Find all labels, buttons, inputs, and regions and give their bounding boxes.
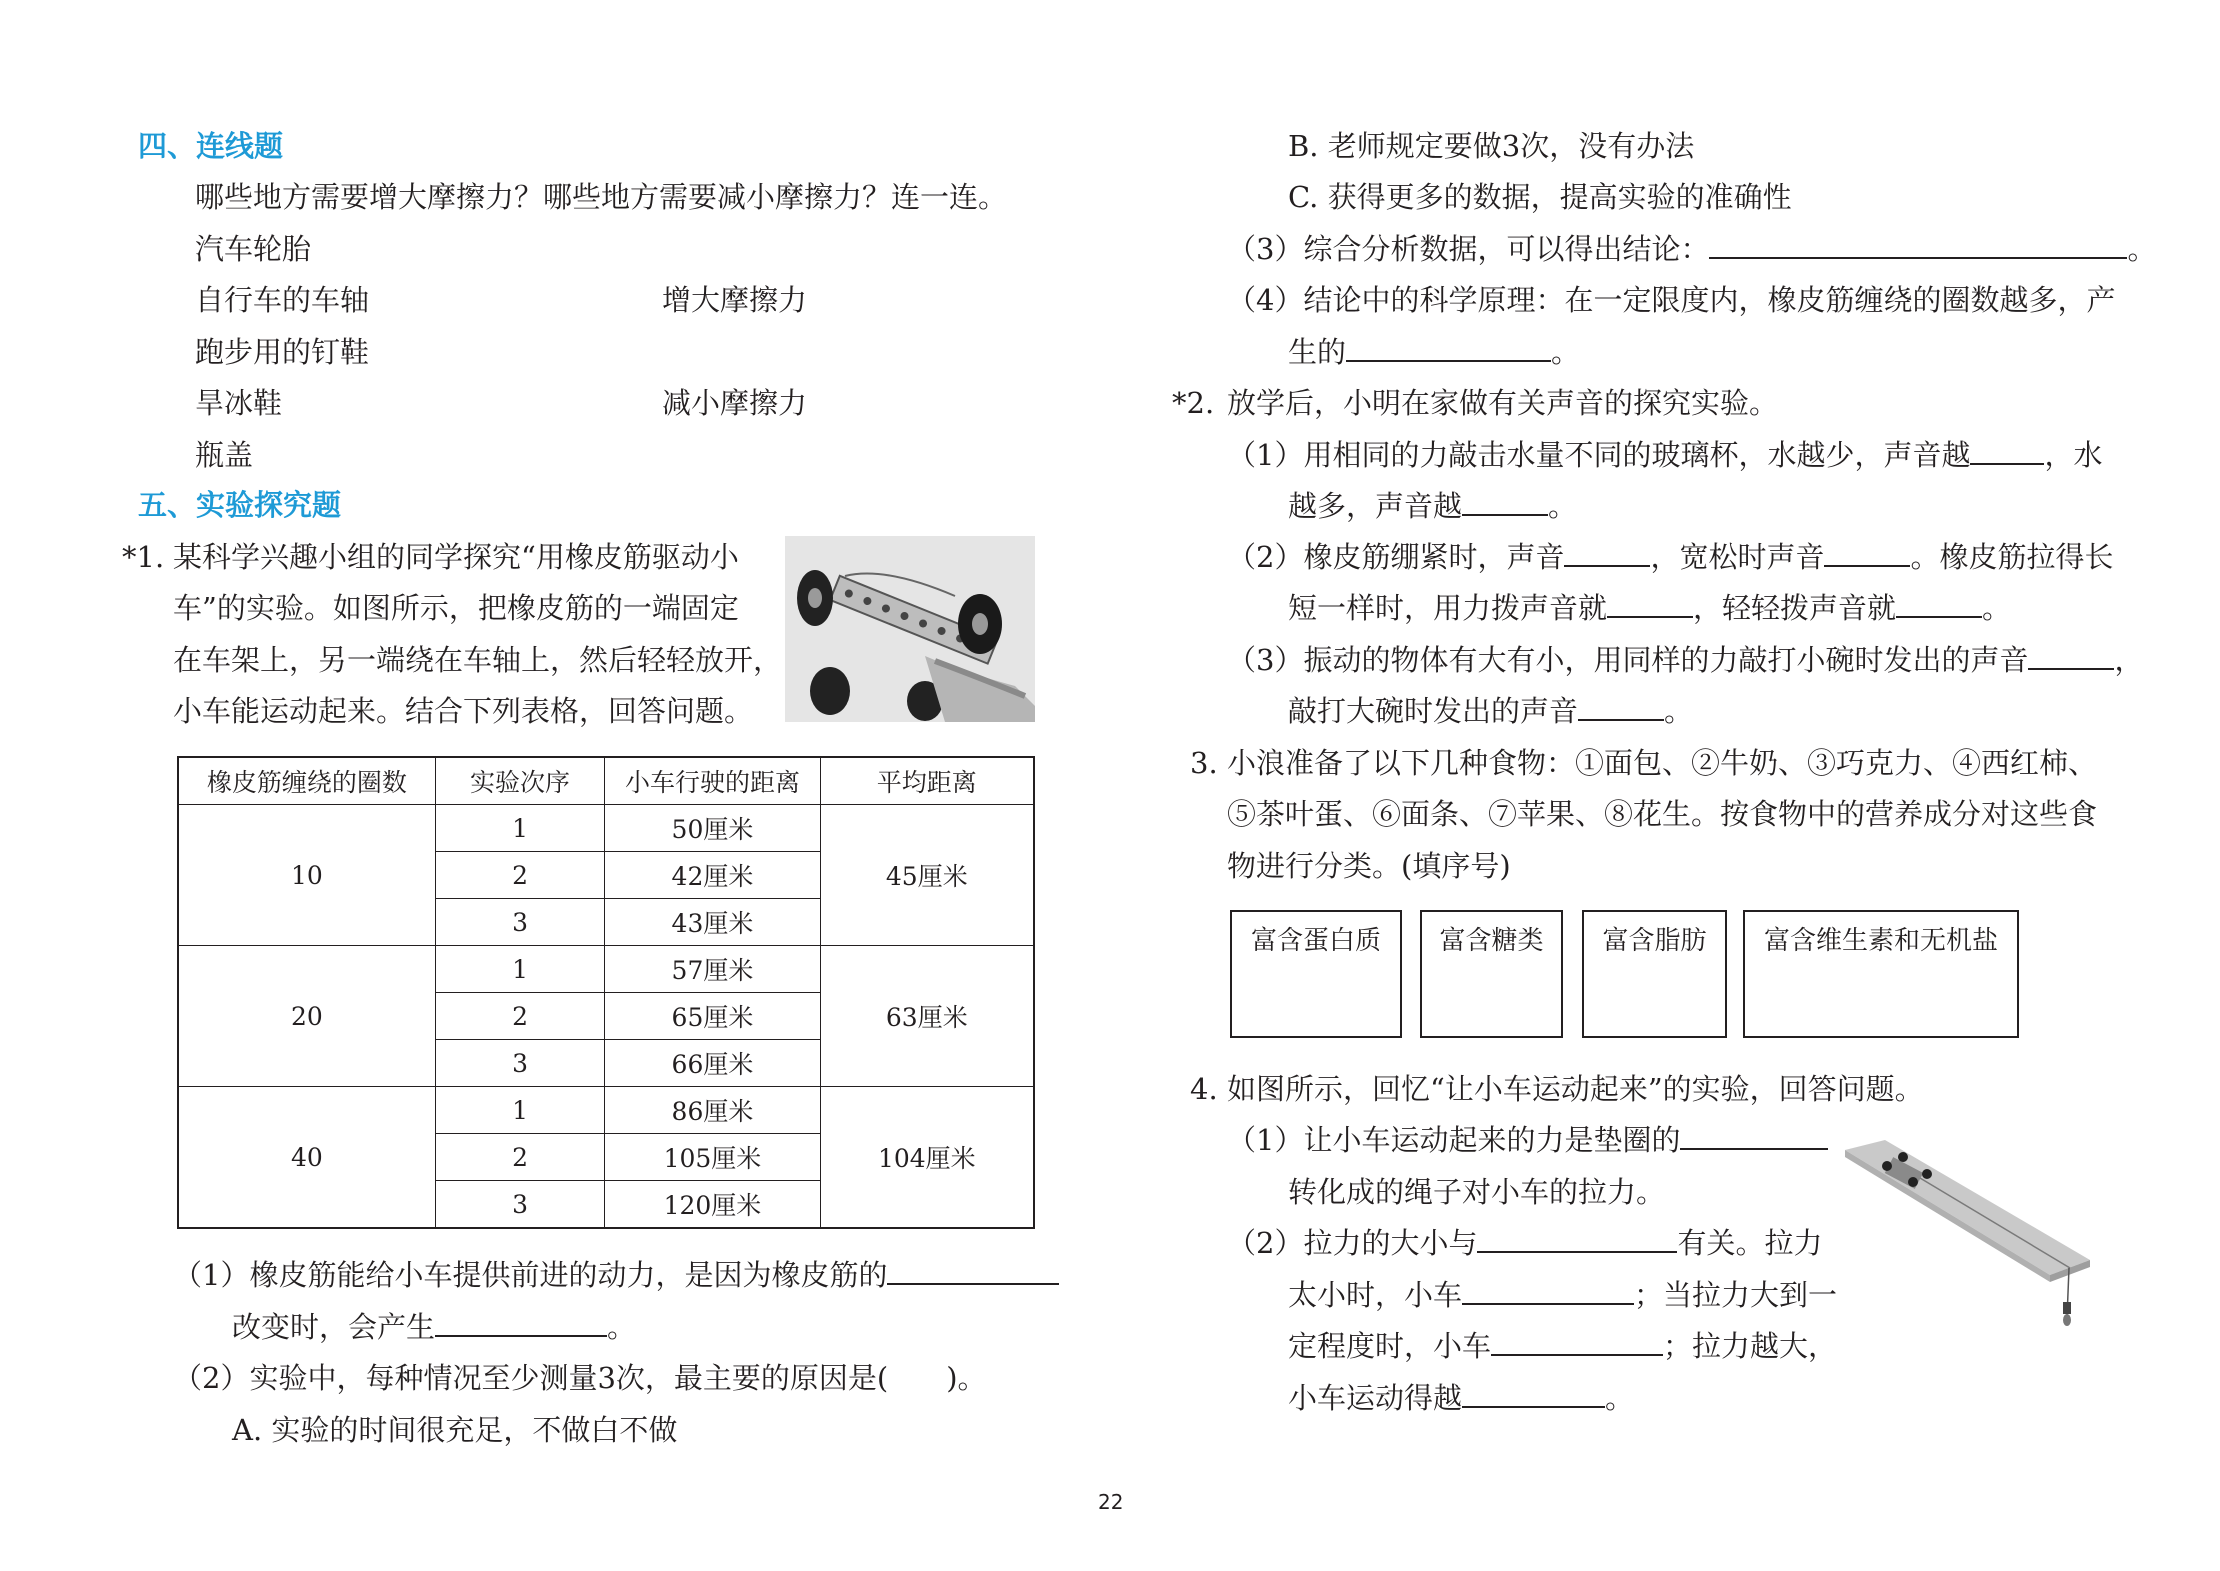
- category-box-fat[interactable]: [1582, 910, 1727, 1038]
- answer-blank[interactable]: [1578, 693, 1664, 721]
- trial-cell: 2: [435, 993, 605, 1040]
- punctuation: 。: [1605, 1381, 1635, 1415]
- distance-cell: 120厘米: [605, 1181, 820, 1229]
- question-number: *2.: [1172, 386, 1215, 420]
- q2-part1: [1227, 436, 2102, 474]
- trial-cell: 3: [435, 1040, 605, 1087]
- q4-part2-line2: [1288, 1276, 1837, 1314]
- table-header: 平均距离: [820, 757, 1034, 805]
- category-label: 富含维生素和无机盐: [1763, 926, 1998, 956]
- q4-part2-text: ；当拉力大到一: [1634, 1278, 1838, 1312]
- distance-cell: 105厘米: [605, 1134, 820, 1181]
- punctuation: 。: [1664, 694, 1694, 728]
- table-header: 橡皮筋缠绕的圈数: [178, 757, 435, 805]
- section-4-title: 四、连线题: [138, 129, 284, 163]
- q3-text: ⑤茶叶蛋、⑥面条、⑦苹果、⑧花生。按食物中的营养成分对这些食: [1227, 797, 2098, 831]
- q1-part1-text: （1）橡皮筋能给小车提供前进的动力，是因为橡皮筋的: [173, 1258, 888, 1292]
- q2-part2-text: 。橡皮筋拉得长: [1910, 540, 2114, 574]
- q2-part2-text: ，轻轻拨声音就: [1693, 591, 1897, 625]
- q1-part3-text: （3）综合分析数据，可以得出结论：: [1227, 232, 1710, 266]
- q2-part2-text: ，宽松时声音: [1650, 540, 1825, 574]
- answer-blank[interactable]: [1896, 590, 1982, 618]
- distance-cell: 43厘米: [605, 899, 820, 946]
- option-a: A. 实验的时间很充足，不做白不做: [232, 1413, 678, 1447]
- q1-part1-text: 改变时，会产生: [232, 1310, 436, 1344]
- trial-cell: 3: [435, 899, 605, 946]
- table-header-row: [178, 757, 1034, 805]
- question-number: 4.: [1190, 1072, 1218, 1106]
- question-number: *1.: [122, 540, 165, 574]
- q4-part2-text: （2）拉力的大小与: [1227, 1226, 1478, 1260]
- matching-question: 哪些地方需要增大摩擦力？哪些地方需要减小摩擦力？连一连。: [195, 180, 1008, 214]
- answer-blank[interactable]: [1607, 590, 1693, 618]
- distance-cell: 42厘米: [605, 852, 820, 899]
- q2-part2-text: （2）橡皮筋绷紧时，声音: [1227, 540, 1565, 574]
- trial-cell: 3: [435, 1181, 605, 1229]
- table-row: [178, 946, 1034, 993]
- q2-text: 放学后，小明在家做有关声音的探究实验。: [1227, 386, 1779, 420]
- trial-cell: 1: [435, 1087, 605, 1134]
- answer-blank[interactable]: [435, 1309, 607, 1337]
- q4-text: 如图所示，回忆“让小车运动起来”的实验，回答问题。: [1227, 1072, 1924, 1106]
- table-row: [178, 1087, 1034, 1134]
- question-number: 3.: [1190, 746, 1218, 780]
- q2-part3-text: （3）振动的物体有大有小，用同样的力敲打小碗时发出的声音: [1227, 643, 2029, 677]
- match-right-item: 减小摩擦力: [662, 386, 808, 420]
- q4-part2-line3: [1288, 1327, 1837, 1365]
- answer-blank[interactable]: [1970, 437, 2044, 465]
- q2-part1-text: 越多，声音越: [1288, 489, 1463, 523]
- q4-part2-text: 小车运动得越: [1288, 1381, 1463, 1415]
- q4-part2-text: 定程度时，小车: [1288, 1329, 1492, 1363]
- punctuation: 。: [1982, 591, 2012, 625]
- punctuation: 。: [1548, 489, 1578, 523]
- distance-cell: 66厘米: [605, 1040, 820, 1087]
- q4-part2-text: 太小时，小车: [1288, 1278, 1463, 1312]
- category-box-sugar[interactable]: [1420, 910, 1563, 1038]
- experiment-table: [177, 756, 1035, 1229]
- q1-part4: （4）结论中的科学原理：在一定限度内，橡皮筋缠绕的圈数越多，产: [1227, 283, 2116, 317]
- table-row: [178, 805, 1034, 852]
- match-left-item: 瓶盖: [195, 438, 254, 472]
- average-cell: 104厘米: [820, 1087, 1034, 1229]
- q1-part1-line1: [173, 1256, 1059, 1294]
- distance-cell: 57厘米: [605, 946, 820, 993]
- punctuation: ，: [2114, 643, 2144, 677]
- q1-part3: [1227, 230, 2156, 268]
- q4-part2-line4: [1288, 1379, 1634, 1417]
- category-label: 富含脂肪: [1602, 926, 1707, 956]
- average-cell: 45厘米: [820, 805, 1034, 946]
- match-right-item: 增大摩擦力: [662, 283, 808, 317]
- q2-part3-line2: [1288, 692, 1693, 730]
- q1-text: 车”的实验。如图所示，把橡皮筋的一端固定: [173, 591, 739, 625]
- average-cell: 63厘米: [820, 946, 1034, 1087]
- answer-blank[interactable]: [887, 1257, 1059, 1285]
- table-header: 实验次序: [435, 757, 605, 805]
- distance-cell: 86厘米: [605, 1087, 820, 1134]
- answer-blank[interactable]: [1824, 539, 1910, 567]
- q4-part2-text: 有关。拉力: [1677, 1226, 1823, 1260]
- q4-part2-text: ；拉力越大，: [1663, 1329, 1838, 1363]
- category-label: 富含蛋白质: [1250, 926, 1381, 956]
- q3-text: 物进行分类。(填序号): [1227, 849, 1511, 883]
- q4-part2: [1227, 1224, 1822, 1262]
- trial-cell: 1: [435, 946, 605, 993]
- q4-part1-line2: 转化成的绳子对小车的拉力。: [1288, 1175, 1666, 1209]
- trial-cell: 1: [435, 805, 605, 852]
- trial-cell: 2: [435, 1134, 605, 1181]
- q1-part4-text: 生的: [1288, 335, 1347, 369]
- q2-part1-text: ，水: [2044, 438, 2103, 472]
- distance-cell: 65厘米: [605, 993, 820, 1040]
- q1-part1-line2: [232, 1308, 636, 1346]
- q4-part1: [1227, 1121, 1828, 1159]
- table-header: 小车行驶的距离: [605, 757, 820, 805]
- match-left-item: 自行车的车轴: [195, 283, 370, 317]
- answer-blank[interactable]: [1462, 1380, 1605, 1408]
- match-left-item: 旱冰鞋: [195, 386, 283, 420]
- q2-part1-text: （1）用相同的力敲击水量不同的玻璃杯，水越少，声音越: [1227, 438, 1971, 472]
- answer-blank[interactable]: [1680, 1122, 1828, 1150]
- q2-part3-text: 敲打大碗时发出的声音: [1288, 694, 1579, 728]
- category-box-vitamin[interactable]: [1743, 910, 2019, 1038]
- answer-blank[interactable]: [1462, 488, 1548, 516]
- q2-part3: [1227, 641, 2143, 679]
- cart-pulley-illustration: [1845, 1130, 2095, 1330]
- trial-cell: 2: [435, 852, 605, 899]
- rubber-band-car-photo: [785, 536, 1035, 722]
- q4-part1-text: （1）让小车运动起来的力是垫圈的: [1227, 1123, 1681, 1157]
- match-left-item: 跑步用的钉鞋: [195, 335, 370, 369]
- q1-text: 在车架上，另一端绕在车轴上，然后轻轻放开，: [173, 643, 783, 677]
- q1-text: 某科学兴趣小组的同学探究“用橡皮筋驱动小: [173, 540, 739, 574]
- answer-blank[interactable]: [1491, 1328, 1663, 1356]
- q3-text: 小浪准备了以下几种食物：①面包、②牛奶、③巧克力、④西红柿、: [1227, 746, 2098, 780]
- answer-blank[interactable]: [1564, 539, 1650, 567]
- answer-blank[interactable]: [1477, 1225, 1677, 1253]
- option-b: B. 老师规定要做3次，没有办法: [1288, 129, 1695, 163]
- match-left-item: 汽车轮胎: [195, 232, 312, 266]
- category-box-protein[interactable]: [1230, 910, 1402, 1038]
- turns-cell: 20: [178, 946, 435, 1087]
- q2-part1-line2: [1288, 487, 1577, 525]
- section-5-title: 五、实验探究题: [138, 488, 342, 522]
- q2-part2: [1227, 538, 2113, 576]
- answer-blank[interactable]: [1462, 1277, 1634, 1305]
- q1-part4-line2: [1288, 333, 1580, 371]
- q1-text: 小车能运动起来。结合下列表格，回答问题。: [173, 694, 754, 728]
- punctuation: 。: [2127, 232, 2157, 266]
- distance-cell: 50厘米: [605, 805, 820, 852]
- punctuation: 。: [607, 1310, 637, 1344]
- q2-part2-text: 短一样时，用力拨声音就: [1288, 591, 1608, 625]
- option-c: C. 获得更多的数据，提高实验的准确性: [1288, 180, 1792, 214]
- turns-cell: 10: [178, 805, 435, 946]
- q2-part2-line2: [1288, 589, 2011, 627]
- answer-blank[interactable]: [2028, 642, 2114, 670]
- page-number: 22: [1098, 1490, 1124, 1514]
- answer-blank[interactable]: [1346, 334, 1551, 362]
- answer-blank[interactable]: [1709, 231, 2127, 259]
- category-label: 富含糖类: [1439, 926, 1544, 956]
- punctuation: 。: [1551, 335, 1581, 369]
- turns-cell: 40: [178, 1087, 435, 1229]
- q1-part2: （2）实验中，每种情况至少测量3次，最主要的原因是( )。: [173, 1361, 987, 1395]
